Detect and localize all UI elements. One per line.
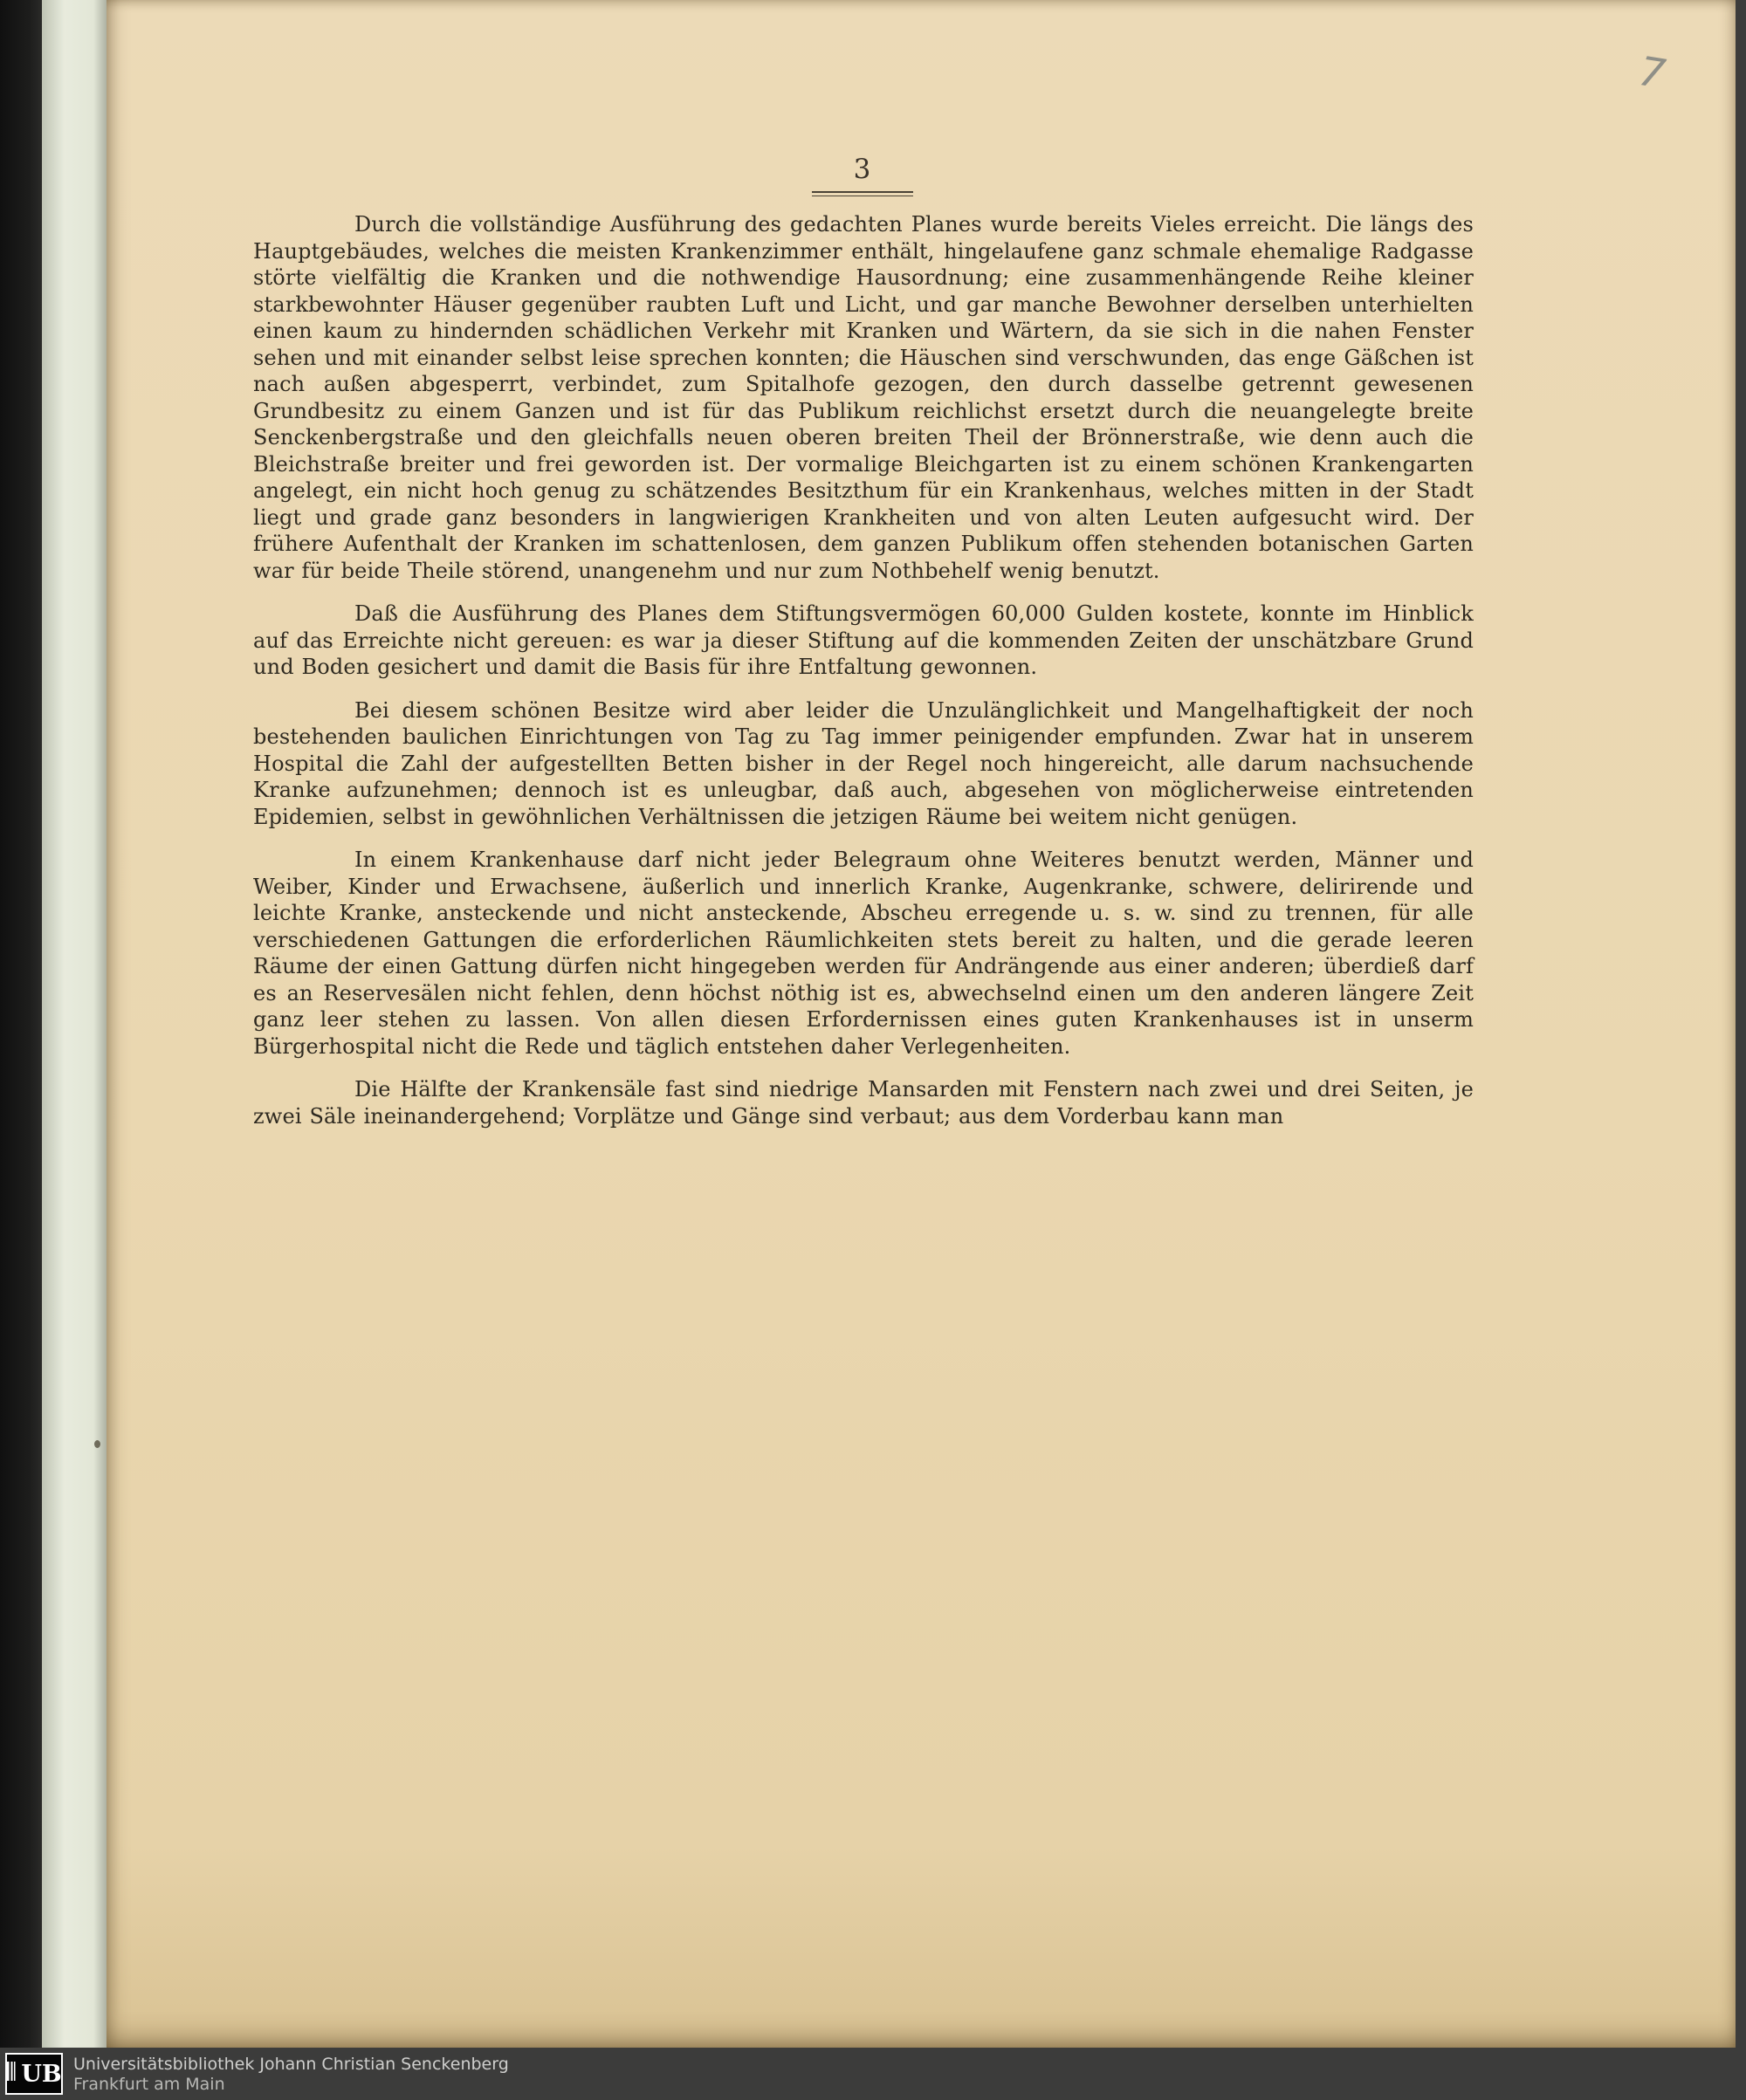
- book-spine-shadow: [0, 0, 42, 2048]
- page-text: [253, 211, 1474, 1146]
- page-number-rule: [812, 191, 913, 196]
- library-name-line1: Universitätsbibliothek Johann Christian Senckenberg: [73, 2055, 509, 2074]
- scanned-page: [107, 0, 1736, 2048]
- library-name-line2: Frankfurt am Main: [73, 2075, 225, 2094]
- body-paragraph: Bei diesem schönen Besitze wird aber leider die Unzulänglichkeit und Mangelhaftigkeit der noch bestehenden baulichen Einrichtungen von Tag zu Tag immer peinigender empfunden. Zwar hat in unserem Hospital die Zahl der aufgestellten Betten bisher in der Regel noch hingereicht, alle darum nachsuchende Kranke aufzunehmen; dennoch ist es unleugbar, daß auch, abgesehen von möglicherweise eintretenden Epidemien, selbst in gewöhnlichen Verhältnissen die jetzigen Räume bei weitem nicht genügen.: [253, 697, 1474, 829]
- body-paragraph: Die Hälfte der Krankensäle fast sind niedrige Mansarden mit Fenstern nach zwei und drei Seiten, je zwei Säle ineinandergehend; Vorplätze und Gänge sind verbaut; aus dem Vorderbau kann man: [253, 1077, 1474, 1129]
- body-paragraph: In einem Krankenhause darf nicht jeder Belegraum ohne Weiteres benutzt werden, Männer und Weiber, Kinder und Erwachsene, äußerlich und innerlich Kranke, Augenkranke, schwere, delirirende und leichte Kranke, ansteckende und nicht ansteckende, Abscheu erregende u. s. w. sind zu trennen, für alle verschiedenen Gattungen die erforderlichen Räumlichkeiten stets bereit zu halten, und die gerade leeren Räume der einen Gattung dürfen nicht hingegeben werden für Andrängende aus einer anderen; überdieß darf es an Reservesälen nicht fehlen, denn höchst nöthig ist es, abwechselnd einen um den anderen längere Zeit ganz leer stehen zu lassen. Von allen diesen Erfordernissen eines guten Krankenhauses ist in unserm Bürgerhospital nicht die Rede und täglich entstehen daher Verlegenheiten.: [253, 848, 1474, 1059]
- page-number: 3: [853, 154, 872, 185]
- body-paragraph: Daß die Ausführung des Planes dem Stiftungsvermögen 60,000 Gulden kostete, konnte im Hinblick auf das Erreichte nicht gereuen: es war ja dieser Stiftung auf die kommenden Zeiten der unschätzbare Grund und Boden gesichert und damit die Basis für ihre Entfaltung gewonnen.: [253, 601, 1474, 679]
- scan-speck: [94, 1440, 100, 1448]
- page-header: [253, 154, 1472, 196]
- ub-logo: [5, 2053, 63, 2095]
- library-footer: [0, 2048, 1746, 2100]
- ub-emblem-icon: [6, 2060, 17, 2089]
- handwritten-folio-number: 7: [1635, 47, 1669, 98]
- body-paragraph: Durch die vollständige Ausführung des gedachten Planes wurde bereits Vieles erreicht. Die längs des Hauptgebäudes, welches die meisten Krankenzimmer enthält, hingelaufene ganz schmale ehemalige Radgasse störte vielfältig die Kranken und die nothwendige Hausordnung; eine zusammenhängende Reihe kleiner starkbewohnter Häuser gegenüber raubten Luft und Licht, und gar manche Bewohner derselben unterhielten einen kaum zu hindernden schädlichen Verkehr mit Kranken und Wärtern, da sie sich in die nahen Fenster sehen und mit einander selbst leise sprechen konnten; die Häuschen sind verschwunden, das enge Gäßchen ist nach außen abgesperrt, verbindet, zum Spitalhofe gezogen, den durch dasselbe getrennt gewesenen Grundbesitz zu einem Ganzen und ist für das Publikum reichlichst ersetzt durch die neuangelegte breite Senckenbergstraße und den gleichfalls neuen oberen breiten Theil der Brönnerstraße, wie denn auch die Bleichstraße breiter und frei geworden ist. Der vormalige Bleichgarten ist zu einem schönen Krankengarten angelegt, ein nicht hoch genug zu schätzendes Besitzthum für ein Krankenhaus, welches mitten in der Stadt liegt und grade ganz besonders in langwierigen Krankheiten und von alten Leuten aufgesucht wird. Der frühere Aufenthalt der Kranken im schattenlosen, dem ganzen Publikum offen stehenden botanischen Garten war für beide Theile störend, unangenehm und nur zum Nothbehelf wenig benutzt.: [253, 212, 1474, 583]
- facing-page-edge: [42, 0, 107, 2048]
- ub-logo-text: UB: [21, 2060, 62, 2088]
- library-name: [73, 2055, 509, 2095]
